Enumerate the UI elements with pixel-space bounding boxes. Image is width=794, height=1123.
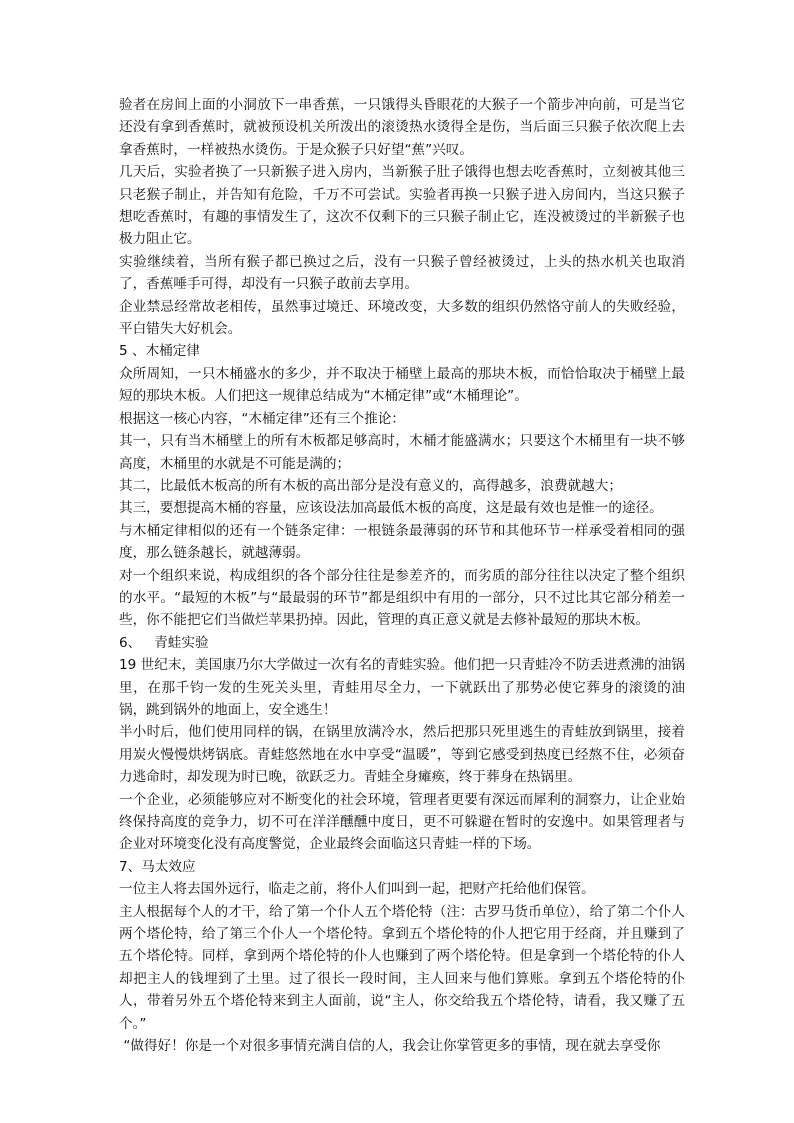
paragraph: 一个企业，必须能够应对不断变化的社会环境，管理者更要有深远而犀利的洞察力，让企业始终保持高度的竞争力，切不可在洋洋醺醺中度日，更不可躲避在暂时的安逸中。如果管理者与企业对环境变化没有高度警觉，企业最终会面临这只青蛙一样的下场。 <box>119 791 685 853</box>
paragraph: 一位主人将去国外远行，临走之前，将仆人们叫到一起，把财产托给他们保管。 <box>119 881 595 898</box>
paragraph: 19 世纪末，美国康乃尔大学做过一次有名的青蛙实验。他们把一只青蛙冷不防丢进煮沸的油锅里，在那千钧一发的生死关头里，青蛙用尽全力，一下就跃出了那势必使它葬身的滚烫的油锅，跳到锅外的地面上，安全逃生！ <box>119 657 685 718</box>
paragraph: 根据这一核心内容，“木桶定律”还有三个推论： <box>119 410 405 427</box>
document-page <box>119 94 685 1057</box>
paragraph: “做得好！你是一个对很多事情充满自信的人，我会让你掌管更多的事情，现在就去享受你 <box>119 1038 661 1055</box>
paragraph: 其三，要想提高木桶的容量，应该设法加高最低木板的高度，这是最有效也是惟一的途径。 <box>119 500 663 517</box>
paragraph: 几天后，实验者换了一只新猴子进入房内，当新猴子肚子饿得也想去吃香蕉时，立刻被其他三只老猴子制止，并告知有危险，千万不可尝试。实验者再换一只猴子进入房间内，当这只猴子想吃香蕉时，有趣的事情发生了，这次不仅剩下的三只猴子制止它，连没被烫过的半新猴子也极力阻止它。 <box>119 164 685 248</box>
paragraph: 其二，比最低木板高的所有木板的高出部分是没有意义的，高得越多，浪费就越大； <box>119 477 622 494</box>
paragraph: 众所周知，一只木桶盛水的多少，并不取决于桶壁上最高的那块木板，而恰恰取决于桶壁上最短的那块木板。人们把这一规律总结成为“木桶定律”或“木桶理论”。 <box>119 365 685 405</box>
paragraph: 半小时后，他们使用同样的锅，在锅里放满冷水，然后把那只死里逃生的青蛙放到锅里，接着用炭火慢慢烘烤锅底。青蛙悠然地在水中享受“温暖”，等到它感受到热度已经熬不住，必须奋力逃命时，却发现为时已晚，欲跃乏力。青蛙全身瘫痪，终于葬身在热锅里。 <box>119 724 685 786</box>
section-heading: 7、马太效应 <box>119 858 196 875</box>
section-heading: 6、 青蛙实验 <box>119 634 209 651</box>
section-heading: 5 、木桶定律 <box>119 343 200 360</box>
paragraph: 主人根据每个人的才干，给了第一个仆人五个塔伦特（注：古罗马货币单位），给了第二个仆人两个塔伦特，给了第三个仆人一个塔伦特。拿到五个塔伦特的仆人把它用于经商，并且赚到了五个塔伦特。同样，拿到两个塔伦特的仆人也赚到了两个塔伦特。但是拿到一个塔伦特的仆人却把主人的钱埋到了土里。过了很长一段时间，主人回来与他们算账。拿到五个塔伦特的仆人，带着另外五个塔伦特来到主人面前，说“主人，你交给我五个塔伦特，请看，我又赚了五个。” <box>119 903 685 1032</box>
paragraph: 与木桶定律相似的还有一个链条定律：一根链条最薄弱的环节和其他环节一样承受着相同的强度，那么链条越长，就越薄弱。 <box>119 522 685 562</box>
paragraph: 验者在房间上面的小洞放下一串香蕉，一只饿得头昏眼花的大猴子一个箭步冲向前，可是当它还没有拿到香蕉时，就被预设机关所泼出的滚烫热水烫得全是伤，当后面三只猴子依次爬上去拿香蕉时，一样被热水烫伤。于是众猴子只好望“蕉”兴叹。 <box>119 97 685 158</box>
paragraph: 其一，只有当木桶壁上的所有木板都足够高时，木桶才能盛满水；只要这个木桶里有一块不够高度，木桶里的水就是不可能是满的； <box>119 433 685 472</box>
paragraph: 实验继续着，当所有猴子都已换过之后，没有一只猴子曾经被烫过，上头的热水机关也取消了，香蕉唾手可得，却没有一只猴子敢前去享用。 <box>119 253 685 293</box>
paragraph: 对一个组织来说，构成组织的各个部分往往是参差齐的，而劣质的部分往往以决定了整个组织的水平。“最短的木板”与“最最弱的环节”都是组织中有用的一部分，只不过比其它部分稍差一些，你不能把它们当做烂苹果扔掉。因此，管理的真正意义就是去修补最短的那块木板。 <box>119 567 685 629</box>
paragraph: 企业禁忌经常故老相传，虽然事过境迁、环境改变，大多数的组织仍然恪守前人的失败经验，平白错失大好机会。 <box>119 298 685 338</box>
